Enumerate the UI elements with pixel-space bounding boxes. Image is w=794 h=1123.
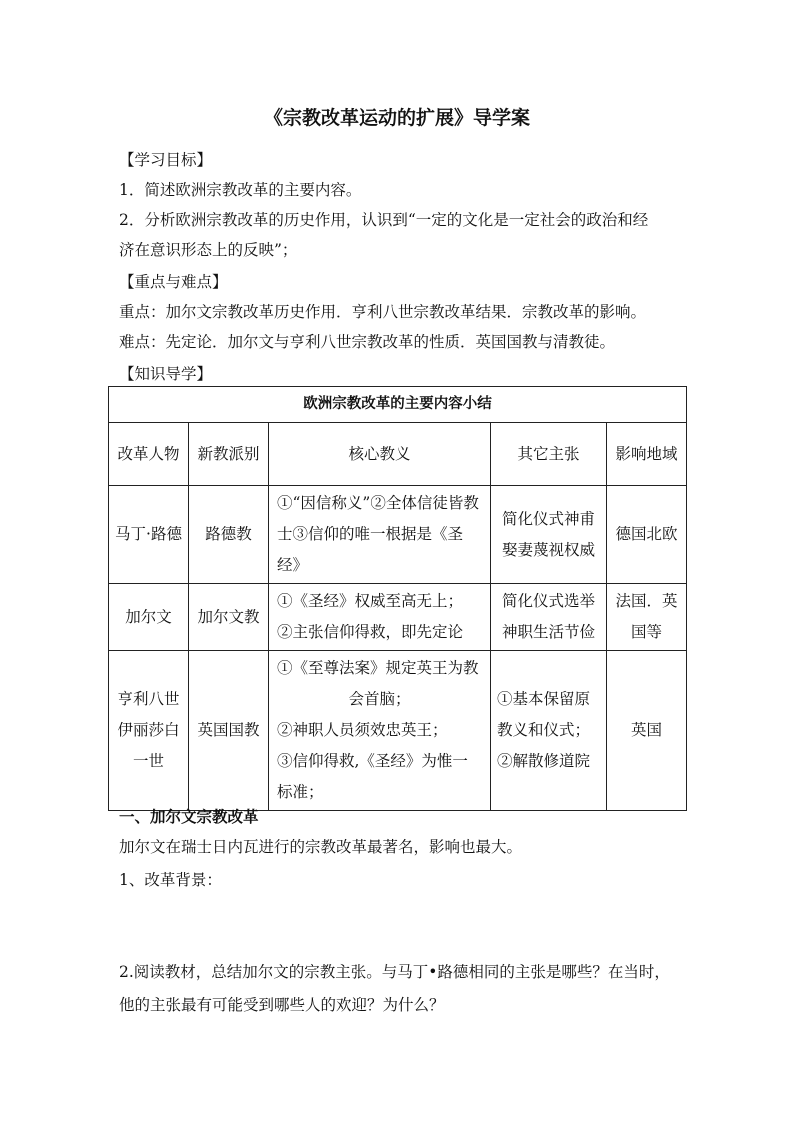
cell-core: [269, 651, 491, 811]
focus-difficult-points: 难点：先定论．加尔文与亨利八世宗教改革的性质．英国国教与清教徒。: [119, 333, 616, 351]
core-line: ①《至尊法案》规定英王为教: [277, 659, 479, 677]
header-core: 核心教义: [269, 423, 491, 486]
cell-sect: 路德教: [189, 486, 269, 584]
summary-table: [108, 386, 687, 811]
table-caption-row: [109, 387, 687, 423]
core-line: 会首脑；: [348, 690, 411, 708]
header-other: 其它主张: [491, 423, 607, 486]
table-caption: 欧洲宗教改革的主要内容小结: [109, 387, 687, 423]
cell-person: 马丁·路德: [109, 486, 189, 584]
focus-key-points: 重点：加尔文宗教改革历史作用．亨利八世宗教改革结果．宗教改革的影响。: [119, 303, 647, 321]
other-line: ②解散修道院: [497, 752, 591, 770]
header-sect: 新教派别: [189, 423, 269, 486]
cell-other: [491, 651, 607, 811]
cell-sect: 英国国教: [189, 651, 269, 811]
cell-core: [269, 584, 491, 651]
core-line: ②神职人员须效忠英王；: [277, 721, 448, 739]
header-region: 影响地域: [607, 423, 687, 486]
section-heading-guide: 【知识导学】: [119, 365, 213, 383]
page-title: 《宗教改革运动的扩展》导学案: [263, 107, 530, 129]
cell-region: 德国北欧: [607, 486, 687, 584]
cell-person: 加尔文: [109, 584, 189, 651]
cell-other: 简化仪式选举神职生活节俭: [491, 584, 607, 651]
part1-intro: 加尔文在瑞士日内瓦进行的宗教改革最著名，影响也最大。: [119, 838, 523, 856]
cell-core: ①“因信称义”②全体信徒皆教士③信仰的唯一根据是《圣经》: [269, 486, 491, 584]
section-heading-focus: 【重点与难点】: [119, 273, 228, 291]
table-row: [109, 651, 687, 811]
table-row: [109, 486, 687, 584]
cell-sect: 加尔文教: [189, 584, 269, 651]
table-header-row: [109, 423, 687, 486]
section-heading-goals: 【学习目标】: [119, 151, 213, 169]
table-row: [109, 584, 687, 651]
core-line: ③信仰得救,《圣经》为惟一标准；: [277, 752, 468, 801]
question-1: 1、改革背景：: [119, 871, 222, 889]
part1-heading: 一、加尔文宗教改革: [119, 808, 259, 826]
cell-region: 英国: [607, 651, 687, 811]
core-line: ①《圣经》权威至高无上；: [277, 592, 464, 610]
cell-person: 亨利八世伊丽莎白一世: [109, 651, 189, 811]
cell-other: 简化仪式神甫娶妻蔑视权威: [491, 486, 607, 584]
other-line: ①基本保留原教义和仪式；: [497, 690, 591, 739]
core-line: ②主张信仰得救，即先定论: [277, 623, 464, 641]
cell-region: 法国．英国等: [607, 584, 687, 651]
goal-2-continued: 济在意识形态上的反映”；: [119, 241, 298, 259]
header-person: 改革人物: [109, 423, 189, 486]
goal-2: 2．分析欧洲宗教改革的历史作用，认识到“一定的文化是一定社会的政治和经: [119, 211, 649, 229]
goal-1: 1．简述欧洲宗教改革的主要内容。: [119, 181, 362, 199]
question-2-line-2: 他的主张最有可能受到哪些人的欢迎？为什么？: [119, 996, 445, 1014]
question-2-line-1: 2.阅读教材，总结加尔文的宗教主张。与马丁•路德相同的主张是哪些？在当时，: [119, 963, 670, 981]
